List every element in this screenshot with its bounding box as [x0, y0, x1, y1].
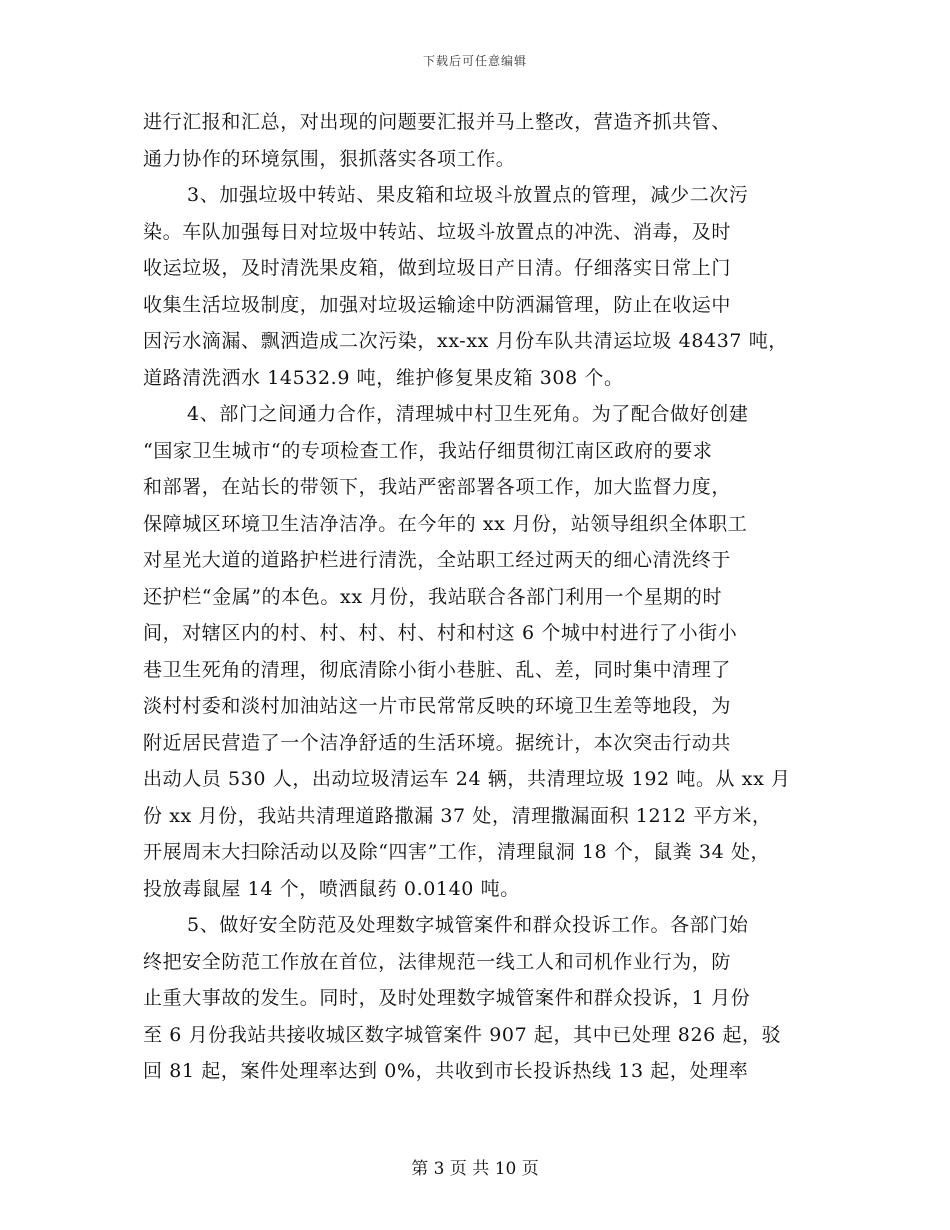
text-line: 保障城区环境卫生洁净洁净。在今年的 xx 月份，站领导组织全体职工: [143, 512, 748, 535]
text-line: 附近居民营造了一个洁净舒适的生活环境。据统计，本次突击行动共: [143, 731, 732, 754]
text-line: 因污水滴漏、飘洒造成二次污染，xx-xx 月份车队共清运垃圾 48437 吨，: [143, 330, 788, 352]
text-line: 巷卫生死角的清理，彻底清除小街小巷脏、乱、差，同时集中清理了: [143, 658, 732, 681]
document-body: [143, 104, 843, 1090]
text-line: 开展周末大扫除活动以及除“四害”工作，清理鼠洞 18 个，鼠粪 34 处，: [143, 841, 771, 863]
text-line: 染。车队加强每日对垃圾中转站、垃圾斗放置点的冲洗、消毒，及时: [143, 220, 732, 243]
text-line: 通力协作的环境氛围，狠抓落实各项工作。: [143, 147, 516, 170]
text-line: 进行汇报和汇总，对出现的问题要汇报并马上整改，营造齐抓共管、: [143, 111, 732, 133]
text-line: 间，对辖区内的村、村、村、村、村和村这 6 个城中村进行了小街小: [143, 622, 738, 644]
paragraph-start-line: 5、做好安全防范及处理数字城管案件和群众投诉工作。各部门始: [187, 914, 749, 936]
page-footer: 第 3 页 共 10 页: [411, 1159, 539, 1179]
text-line: 份 xx 月份，我站共清理道路撒漏 37 处，清理撒漏面积 1212 平方米，: [143, 804, 772, 827]
text-line: 收运垃圾，及时清洗果皮箱，做到垃圾日产日清。仔细落实日常上门: [143, 257, 732, 279]
text-line: 对星光大道的道路护栏进行清洗，全站职工经过两天的细心清洗终于: [143, 549, 732, 571]
text-line: 投放毒鼠屋 14 个，喷洒鼠药 0.0140 吨。: [143, 877, 520, 900]
text-line: “国家卫生城市“的专项检查工作，我站仔细贯彻江南区政府的要求: [143, 439, 713, 462]
text-line: 淡村村委和淡村加油站这一片市民常常反映的环境卫生差等地段，为: [143, 695, 732, 717]
text-line: 收集生活垃圾制度，加强对垃圾运输途中防洒漏管理，防止在收运中: [143, 293, 732, 316]
text-line: 出动人员 530 人，出动垃圾清运车 24 辆，共清理垃圾 192 吨。从 xx 月: [143, 768, 791, 790]
text-line: 还护栏“金属”的本色。xx 月份，我站联合各部门利用一个星期的时: [143, 585, 723, 608]
text-line: 和部署，在站长的带领下，我站严密部署各项工作，加大监督力度，: [143, 476, 732, 498]
page-header: 下载后可任意编辑: [422, 54, 527, 68]
text-line: 至 6 月份我站共接收城区数字城管案件 907 起，其中已处理 826 起，驳: [143, 1023, 782, 1046]
text-line: 道路清洗洒水 14532.9 吨，维护修复果皮箱 308 个。: [143, 366, 624, 389]
text-line: 止重大事故的发生。同时，及时处理数字城管案件和群众投诉，1 月份: [143, 987, 751, 1009]
paragraph-start-line: 4、部门之间通力合作，清理城中村卫生死角。为了配合做好创建: [187, 403, 749, 425]
text-line: 终把安全防范工作放在首位，法律规范一线工人和司机作业行为，防: [143, 950, 732, 973]
paragraph-start-line: 3、加强垃圾中转站、果皮箱和垃圾斗放置点的管理，减少二次污: [187, 184, 749, 206]
text-line: 回 81 起，案件处理率达到 0%，共收到市长投诉热线 13 起，处理率: [143, 1060, 749, 1082]
